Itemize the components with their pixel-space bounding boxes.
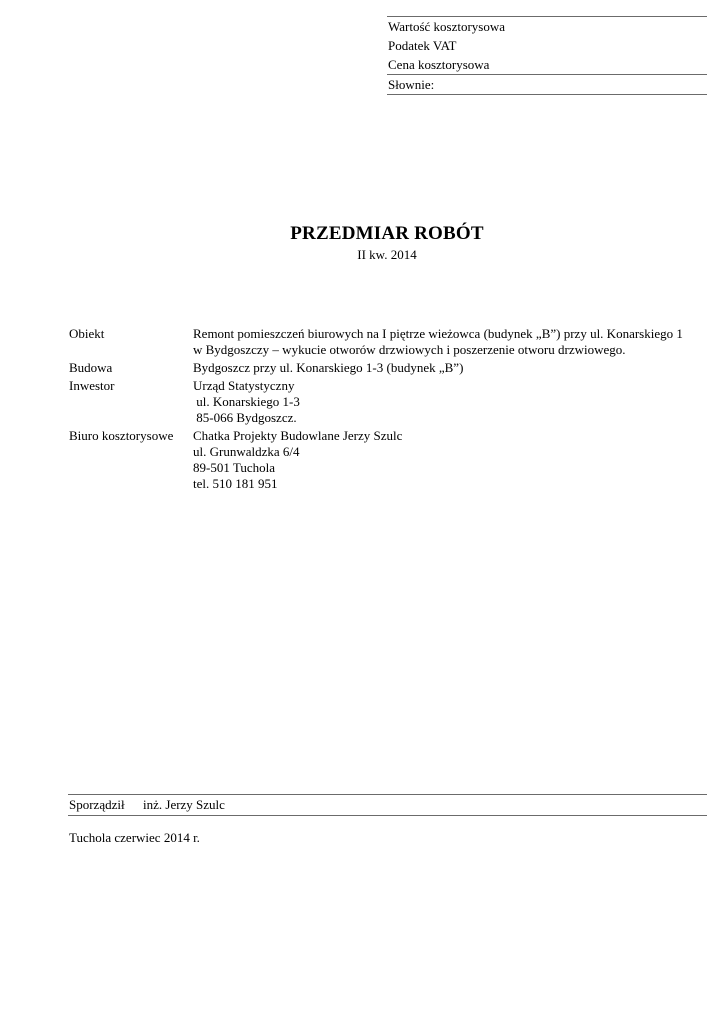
office-value-line: Chatka Projekty Budowlane Jerzy Szulc bbox=[193, 428, 403, 443]
page-subtitle: II kw. 2014 bbox=[357, 247, 417, 262]
place-and-date: Tuchola czerwiec 2014 r. bbox=[69, 830, 200, 845]
summary-total-price: Cena kosztorysowa bbox=[388, 57, 490, 72]
title-block bbox=[0, 221, 724, 263]
investor-value-line: Urząd Statystyczny bbox=[193, 378, 295, 393]
info-row-office bbox=[69, 428, 709, 492]
investor-value-line: 85-066 Bydgoszcz. bbox=[193, 410, 297, 425]
signature-label: Sporządził bbox=[69, 797, 125, 812]
investor-label: Inwestor bbox=[69, 378, 115, 393]
office-value-line: ul. Grunwaldzka 6/4 bbox=[193, 444, 300, 459]
project-info bbox=[69, 326, 709, 494]
site-value-line: Bydgoszcz przy ul. Konarskiego 1-3 (budynek „B”) bbox=[193, 360, 464, 375]
office-value-line: 89-501 Tuchola bbox=[193, 460, 275, 475]
site-label: Budowa bbox=[69, 360, 113, 375]
office-value-line: tel. 510 181 951 bbox=[193, 476, 278, 491]
info-row-investor bbox=[69, 378, 709, 426]
object-value-line: w Bydgoszczy – wykucie otworów drzwiowych i poszerzenie otworu drzwiowego. bbox=[193, 342, 626, 357]
office-label: Biuro kosztorysowe bbox=[69, 428, 174, 443]
signature-block bbox=[68, 794, 707, 816]
site-value bbox=[193, 360, 709, 376]
investor-value bbox=[193, 378, 709, 426]
summary-in-words: Słownie: bbox=[388, 77, 435, 92]
page-title: PRZEDMIAR ROBÓT bbox=[290, 223, 484, 244]
signature-bottom-rule bbox=[68, 815, 707, 816]
summary-cost-value: Wartość kosztorysowa bbox=[388, 19, 506, 34]
object-value-line: Remont pomieszczeń biurowych na I piętrze wieżowca (budynek „B”) przy ul. Konarskiego 1 bbox=[193, 326, 683, 341]
object-value bbox=[193, 326, 709, 358]
object-label: Obiekt bbox=[69, 326, 105, 341]
investor-value-line: ul. Konarskiego 1-3 bbox=[193, 394, 300, 409]
info-row-object bbox=[69, 326, 709, 358]
summary-bottom-rule bbox=[387, 94, 707, 95]
cost-summary bbox=[387, 16, 707, 95]
info-row-site bbox=[69, 360, 709, 376]
signature-row bbox=[68, 795, 707, 815]
office-value bbox=[193, 428, 709, 492]
summary-vat: Podatek VAT bbox=[388, 38, 457, 53]
signature-name: inż. Jerzy Szulc bbox=[143, 797, 225, 812]
